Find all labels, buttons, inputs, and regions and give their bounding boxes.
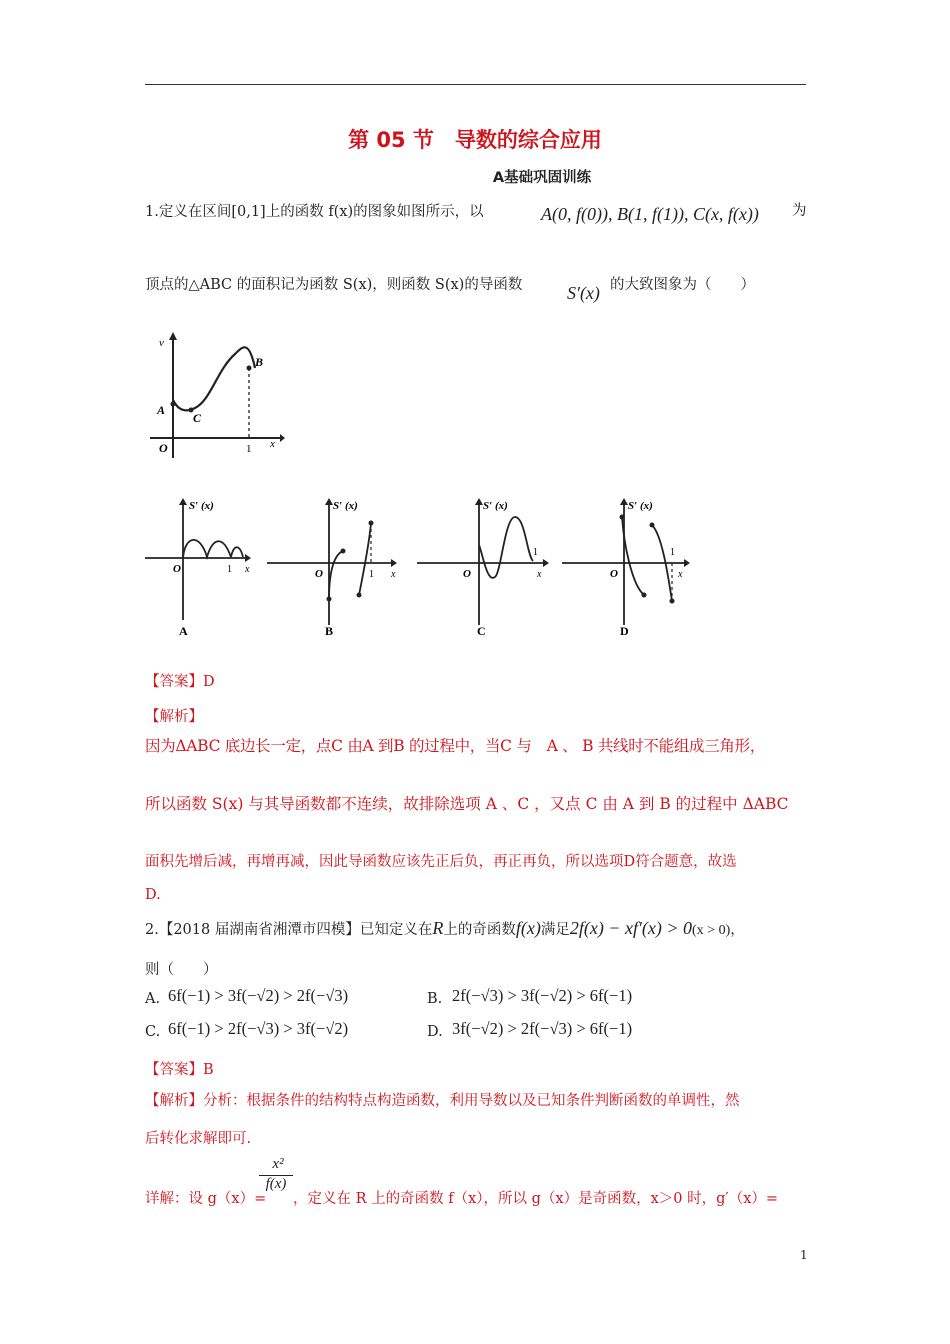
endpoint-4 (369, 521, 374, 526)
q2-option-A-label: A. (145, 991, 161, 1007)
label-x: x (391, 569, 396, 580)
label-sp: S′ (x) (189, 500, 214, 512)
q2-option-A-expr: 6f(−1) > 3f(−√2) > 2f(−√3) (168, 986, 349, 1005)
graph-label-C: C (193, 411, 202, 425)
x-axis-arrow-icon (245, 554, 251, 562)
header-rule (145, 84, 806, 85)
label-x: x (537, 569, 542, 580)
q2-stem-a: 2.【2018 届湖南省湘潭市四模】已知定义在 (145, 922, 433, 938)
label-x: x (678, 569, 683, 580)
endpoint-2 (341, 549, 346, 554)
endpoint-1 (327, 597, 332, 602)
x-axis-arrow-icon (543, 559, 549, 567)
q2-fraction-numerator: x² (272, 1156, 284, 1172)
q2-analysis-text: 分析：根据条件的结构特点构造函数，利用导数以及已知条件判断函数的单调性，然 (203, 1093, 740, 1109)
label-1: 1 (369, 569, 374, 580)
q1-derivative-math: S′(x) (567, 283, 600, 303)
graph-label-v: v (159, 337, 164, 349)
q2-stem-ineq: 2f(x) − xf′(x) > 0 (569, 918, 693, 938)
q1-analysis-line2: 所以函数 S(x) 与其导函数都不连续，故排除选项 A 、C ，又点 C 由 A 到 B 的过程中 ΔABC (145, 795, 789, 813)
x-axis-arrow-icon (684, 559, 690, 567)
label-sp: S′ (x) (628, 500, 653, 512)
graph-label-x: x (270, 438, 275, 450)
x-axis-arrow-icon (280, 434, 285, 442)
q2-stem-R: R (432, 918, 444, 938)
endpoint-4 (670, 599, 675, 604)
q2-fraction-denominator: f(x) (265, 1176, 287, 1192)
label-sp: S′ (x) (333, 500, 358, 512)
q2-option-D-label: D. (427, 1024, 443, 1040)
q1-option-graph-D (562, 495, 702, 645)
label-1: 1 (227, 564, 232, 575)
q2-analysis-line2: 后转化求解即可. (145, 1131, 252, 1147)
q2-then: 则（ ） (145, 962, 218, 978)
q1-vertices-math: A(0, f(0)), B(1, f(1)), C(x, f(x)) (541, 204, 759, 224)
q1-analysis-line1: 因为ΔABC 底边长一定，点C 由A 到B 的过程中，当C 与 A 、 B 共线时不能组成三角形， (145, 737, 766, 755)
q2-option-C-label: C. (145, 1024, 161, 1040)
q2-option-C-expr: 6f(−1) > 2f(−√3) > 3f(−√2) (168, 1019, 349, 1038)
q1-stem-end: 为 (792, 203, 807, 219)
label-x: x (245, 564, 250, 575)
option-A-curve (183, 540, 231, 558)
q1-option-graph-B (267, 495, 407, 645)
point-A (171, 402, 176, 407)
label-O: O (315, 568, 323, 580)
q1-analysis-line4: D. (145, 887, 161, 903)
q2-stem-c: 满足 (540, 922, 570, 938)
q2-stem-b: 上的奇函数 (443, 922, 516, 938)
endpoint-3 (357, 593, 362, 598)
fx-curve (173, 347, 255, 410)
endpoint-1 (620, 515, 625, 520)
q2-fraction (259, 1156, 293, 1193)
q1-stem-line2-end: 的大致图象为（ ） (610, 277, 755, 293)
q2-detail-b: ，定义在 R 上的奇函数 f（x），所以 g（x）是奇函数，x＞0 时，g′（x）= (293, 1191, 779, 1207)
label-sp: S′ (x) (483, 500, 508, 512)
option-letter-C: C (477, 624, 486, 638)
label-1: 1 (533, 547, 538, 558)
page-number: 1 (800, 1248, 808, 1262)
q1-stem-line2: 顶点的△ABC 的面积记为函数 S(x)，则函数 S(x)的导函数 (145, 277, 523, 293)
q2-answer: 【答案】B (145, 1062, 214, 1078)
option-D-curve-1 (622, 517, 644, 595)
option-C-curve (479, 517, 533, 578)
section-title: 第 05 节 导数的综合应用 (348, 128, 602, 152)
option-A-curve-tail (231, 547, 243, 557)
y-axis-arrow-icon (169, 332, 177, 340)
graph-label-A: A (157, 403, 166, 417)
q2-option-D-expr: 3f(−√2) > 2f(−√3) > 6f(−1) (452, 1019, 633, 1038)
graph-label-B: B (255, 355, 264, 369)
section-subtitle: A基础巩固训练 (492, 170, 592, 186)
q1-analysis-line3: 面积先增后减，再增再减，因此导函数应该先正后负，再正再负，所以选项D符合题意，故选 (145, 854, 737, 870)
y-axis-arrow-icon (325, 498, 333, 505)
graph-label-O: O (159, 441, 168, 455)
q1-analysis-label: 【解析】 (145, 709, 203, 725)
graph-label-1: 1 (246, 443, 252, 455)
option-letter-D: D (620, 624, 629, 638)
option-B-curve-2 (359, 523, 371, 595)
q2-analysis-label: 【解析】 (145, 1093, 203, 1109)
label-O: O (173, 563, 181, 575)
q2-option-B-expr: 2f(−√3) > 3f(−√2) > 6f(−1) (452, 986, 633, 1005)
endpoint-3 (650, 523, 655, 528)
x-axis-arrow-icon (391, 559, 397, 567)
q2-option-B-label: B. (427, 991, 443, 1007)
endpoint-2 (642, 593, 647, 598)
label-O: O (463, 568, 471, 580)
q2-stem-cond: (x > 0) (692, 923, 731, 938)
q2-stem-fx: f(x) (515, 918, 541, 938)
q1-answer: 【答案】D (145, 674, 215, 690)
y-axis-arrow-icon (620, 498, 628, 505)
label-O: O (610, 568, 618, 580)
q2-analysis-line1 (145, 1089, 740, 1110)
y-axis-arrow-icon (475, 498, 483, 505)
point-B (247, 366, 252, 371)
label-1: 1 (670, 547, 675, 558)
q1-option-graph-A (145, 495, 255, 645)
option-letter-A: A (179, 624, 188, 638)
q2-stem-end: ， (730, 922, 745, 938)
y-axis-arrow-icon (179, 498, 187, 505)
option-letter-B: B (325, 624, 334, 638)
q1-option-graph-C (417, 495, 557, 645)
q2-detail-a: 详解：设 g（x）= (145, 1191, 267, 1207)
q1-stem-line1 (145, 200, 484, 221)
option-B-curve-1 (329, 551, 343, 599)
q2-stem (145, 918, 745, 939)
q1-stem-text: 1.定义在区间[0,1]上的函数 f(x)的图象如图所示，以 (145, 204, 484, 220)
q1-fx-graph (145, 330, 285, 460)
